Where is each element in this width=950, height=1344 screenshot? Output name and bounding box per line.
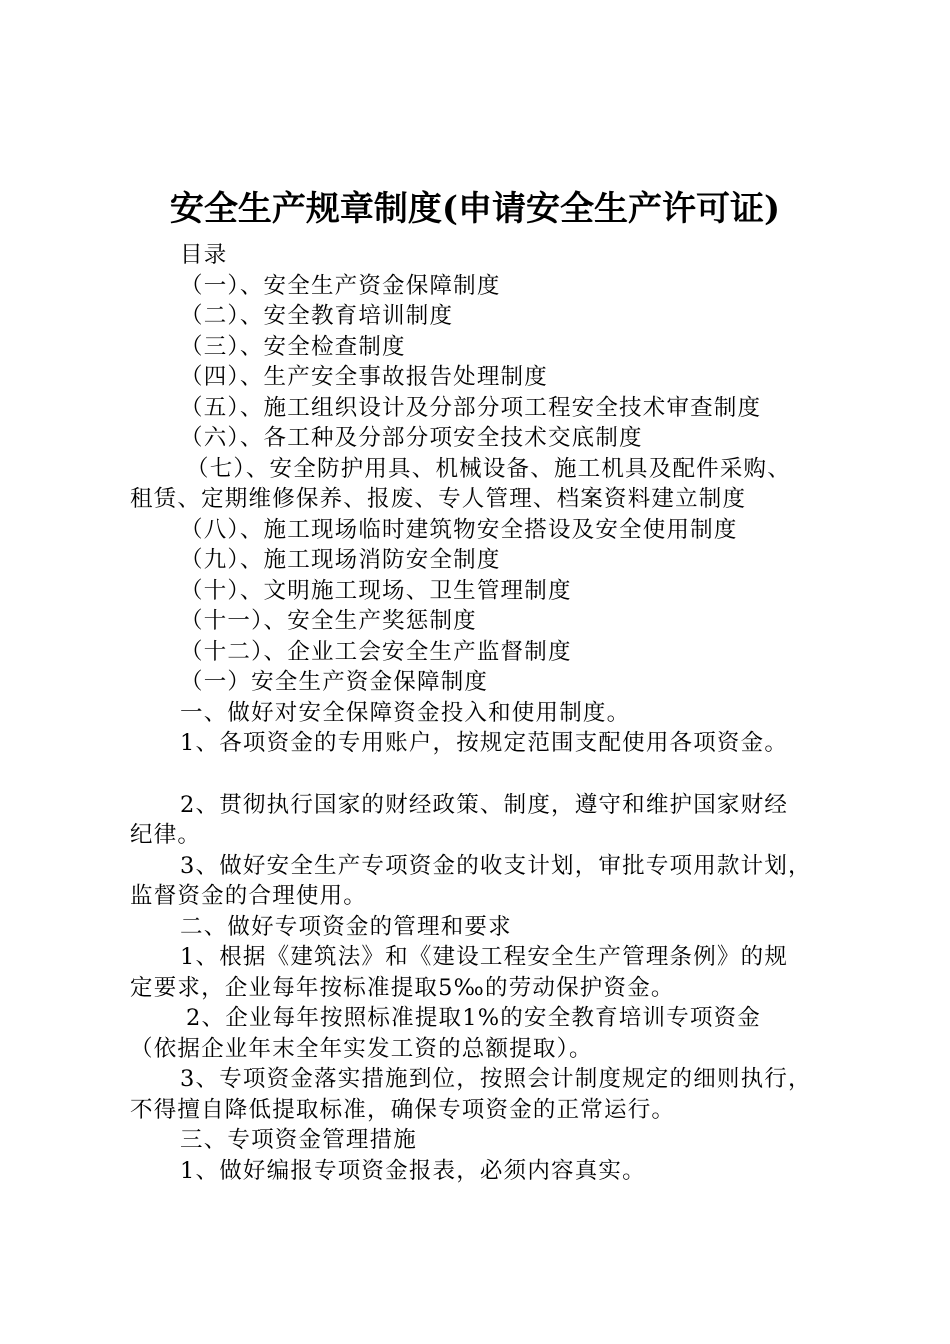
- paragraph-continuation: （依据企业年末全年实发工资的总额提取）。: [130, 1035, 593, 1062]
- paragraph: 2、贯彻执行国家的财经政策、制度，遵守和维护国家财经: [180, 791, 789, 818]
- toc-item-continuation: 租赁、定期维修保养、报废、专人管理、档案资料建立制度: [130, 486, 747, 512]
- paragraph: 3、做好安全生产专项资金的收支计划，审批专项用款计划，: [180, 852, 812, 879]
- paragraph: 3、专项资金落实措施到位，按照会计制度规定的细则执行，: [180, 1066, 812, 1092]
- paragraph-continuation: 不得擅自降低提取标准，确保专项资金的正常运行。: [130, 1096, 676, 1123]
- paragraph: 1、做好编报专项资金报表，必须内容真实。: [180, 1157, 646, 1184]
- document-title: 安全生产规章制度(申请安全生产许可证): [169, 189, 781, 229]
- toc-item: （二）、安全教育培训制度: [180, 303, 454, 329]
- toc-item: （八）、施工现场临时建筑物安全搭设及安全使用制度: [180, 516, 738, 543]
- toc-item: （十）、文明施工现场、卫生管理制度: [180, 577, 572, 604]
- paragraph: 1、根据《建筑法》和《建设工程安全生产管理条例》的规: [180, 944, 789, 970]
- document-body: [130, 240, 840, 1186]
- toc-item: （七）、安全防护用具、机械设备、施工机具及配件采购、: [186, 455, 791, 482]
- paragraph-continuation: 监督资金的合理使用。: [130, 883, 368, 909]
- section-heading: 三、专项资金管理措施: [180, 1127, 418, 1153]
- toc-item: （五）、施工组织设计及分部分项工程安全技术审查制度: [180, 394, 762, 421]
- paragraph-continuation: 定要求，企业每年按标准提取5‰的劳动保护资金。: [130, 974, 675, 1001]
- toc-item: （六）、各工种及分部分项安全技术交底制度: [180, 425, 643, 451]
- toc-item: （十一）、安全生产奖惩制度: [180, 608, 477, 634]
- toc-item: （十二）、企业工会安全生产监督制度: [180, 638, 572, 665]
- section-title: （一）安全生产资金保障制度: [180, 669, 489, 695]
- toc-item: （三）、安全检查制度: [180, 333, 406, 360]
- paragraph: 1、各项资金的专用账户，按规定范围支配使用各项资金。: [180, 730, 789, 756]
- section-heading: 二、做好专项资金的管理和要求: [180, 913, 512, 940]
- toc-item: （一）、安全生产资金保障制度: [180, 272, 501, 299]
- section-heading: 一、做好对安全保障资金投入和使用制度。: [180, 699, 631, 726]
- toc-heading: 目录: [180, 242, 228, 268]
- blank-line: [130, 759, 840, 790]
- toc-item: （四）、生产安全事故报告处理制度: [180, 364, 548, 390]
- toc-item: （九）、施工现场消防安全制度: [180, 547, 501, 573]
- paragraph-continuation: 纪律。: [130, 822, 202, 848]
- paragraph: 2、企业每年按照标准提取1%的安全教育培训专项资金: [186, 1005, 762, 1031]
